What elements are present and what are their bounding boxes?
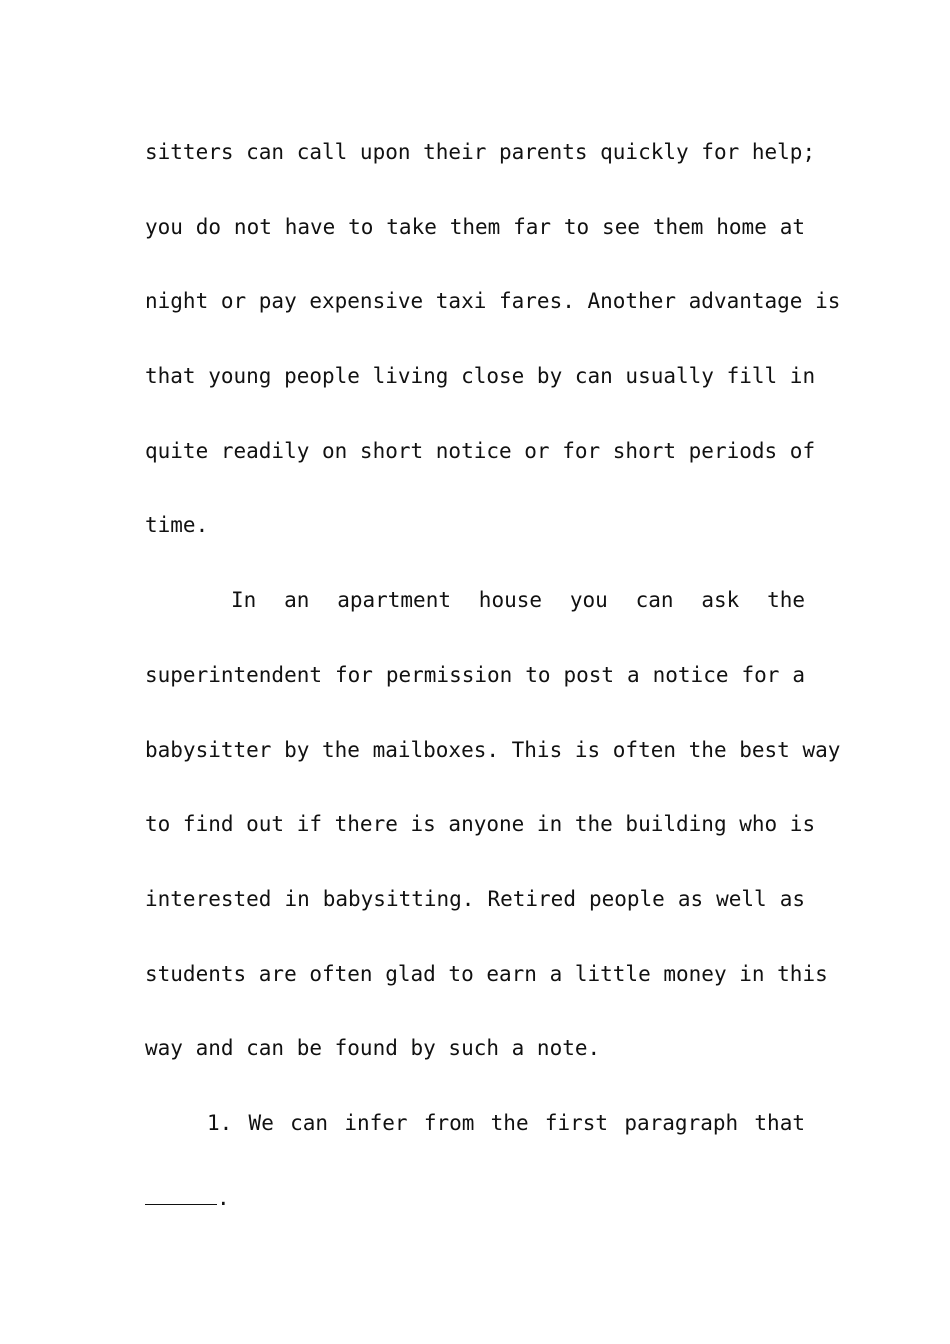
passage-text <box>145 115 841 1235</box>
paragraph-line: to find out if there is anyone in the building who is <box>145 812 816 837</box>
answer-blank-line <box>145 1161 805 1236</box>
paragraph-line: sitters can call upon their parents quickly for help; <box>145 140 816 164</box>
paragraph-line: you do not have to take them far to see them home at <box>145 214 805 239</box>
paragraph-line: time. <box>145 513 209 538</box>
paragraph-line: In an apartment house you can ask the <box>231 588 805 613</box>
paragraph-line: night or pay expensive taxi fares. Another advantage is <box>145 289 841 314</box>
paragraph-line: quite readily on short notice or for short periods of <box>145 438 816 463</box>
paragraph-line: babysitter by the mailboxes. This is often the best way <box>145 737 841 762</box>
paragraph-line: students are often glad to earn a little money in this <box>145 961 828 986</box>
paragraph-line: that young people living close by can usually fill in <box>145 364 816 389</box>
paragraph-line: interested in babysitting. Retired people as well as <box>145 886 805 911</box>
question-line: 1. We can infer from the first paragraph that <box>207 1110 805 1135</box>
answer-blank <box>145 1190 217 1205</box>
paragraph-line: superintendent for permission to post a notice for a <box>145 662 805 687</box>
question-end-period: . <box>217 1185 230 1210</box>
paragraph-line: way and can be found by such a note. <box>145 1036 601 1061</box>
